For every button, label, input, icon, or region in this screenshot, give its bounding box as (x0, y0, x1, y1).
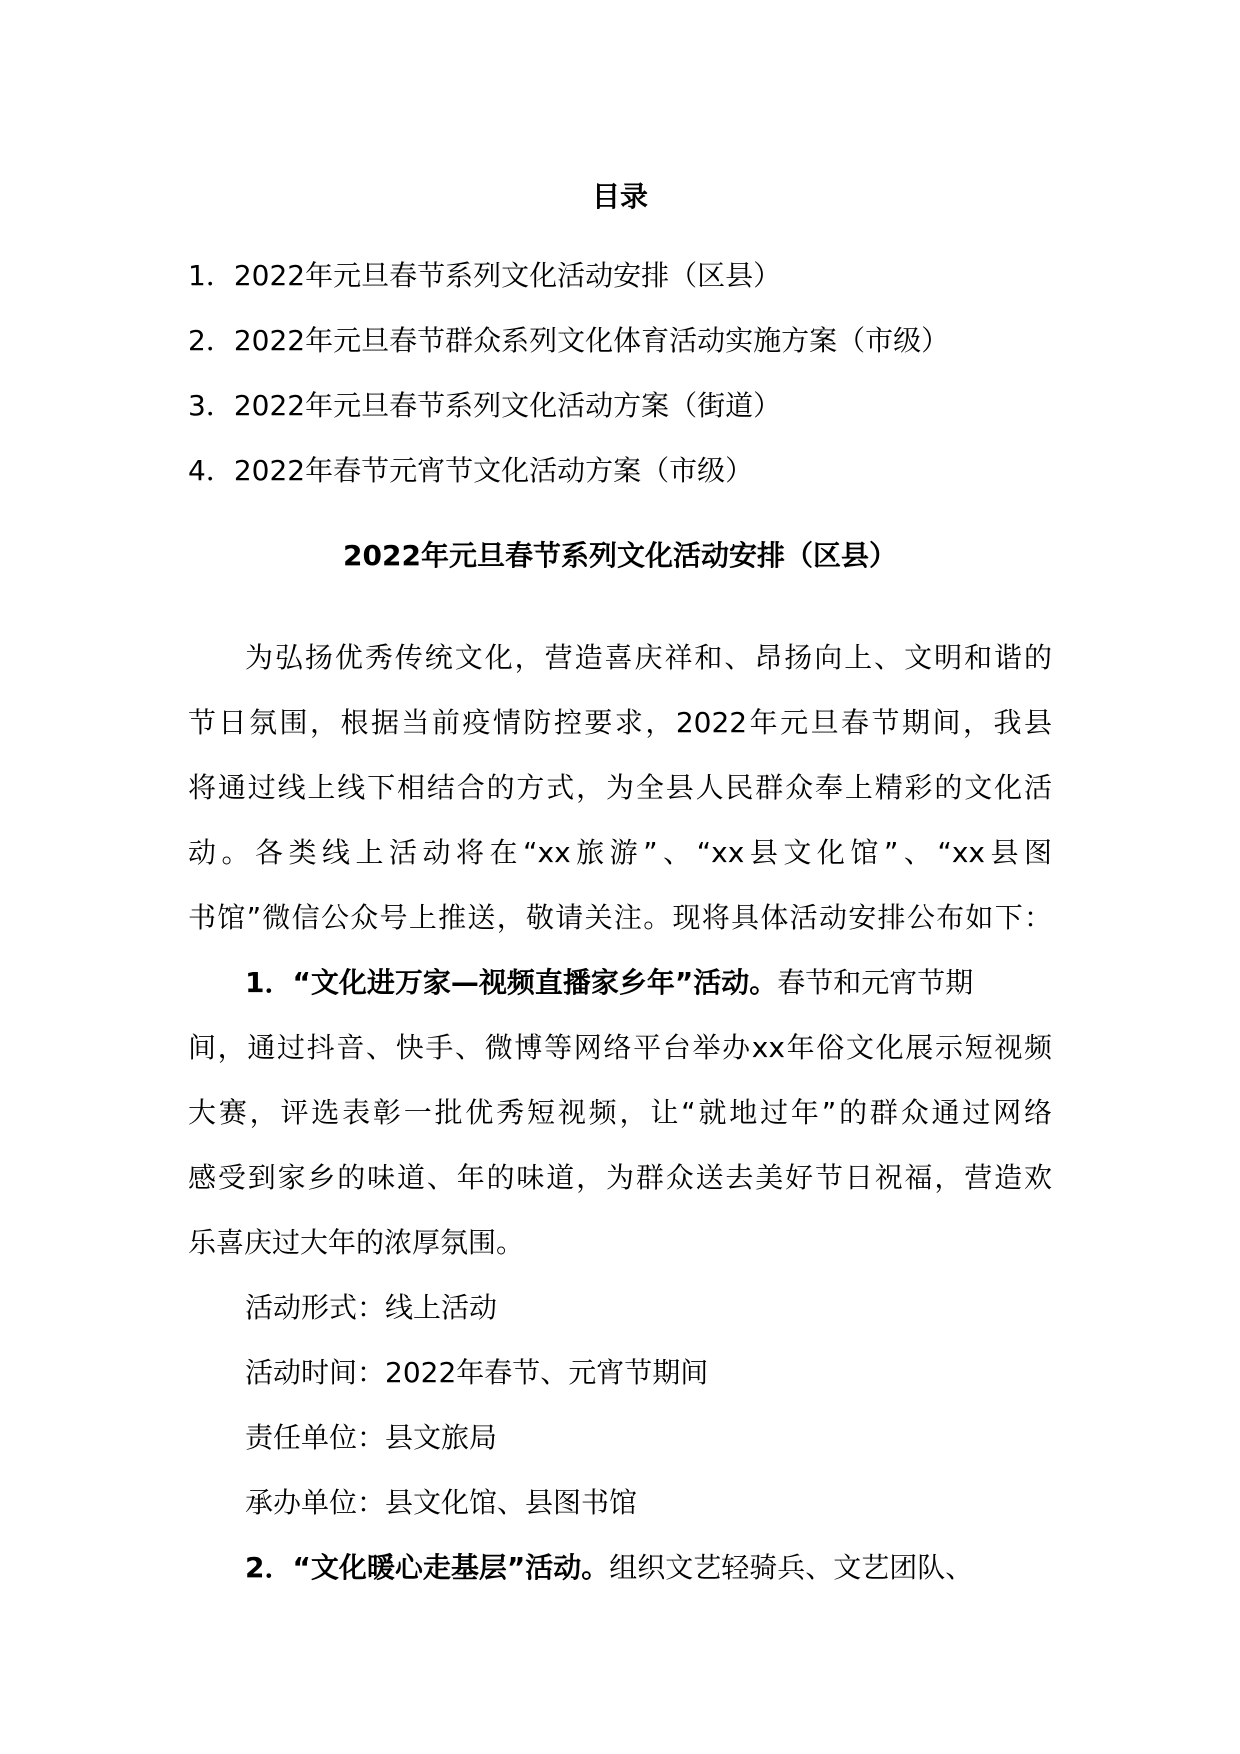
intro-line: 为弘扬优秀传统文化，营造喜庆祥和、昂扬向上、文明和谐的 (245, 641, 1052, 674)
toc-list (188, 243, 1088, 503)
document-body (188, 625, 1052, 1600)
item2-first-line (188, 1535, 1052, 1600)
item1-detail-responsible: 责任单位：县文旅局 (245, 1421, 498, 1454)
item2-first-line-text: 组织文艺轻骑兵、文艺团队、 (609, 1551, 974, 1584)
item1-detail-form: 活动形式：线上活动 (245, 1291, 498, 1324)
toc-item[interactable]: 4．2022年春节元宵节文化活动方案（市级） (188, 454, 754, 487)
item1-heading: 1．“文化进万家—视频直播家乡年”活动。 (245, 966, 778, 999)
item1-line: 感受到家乡的味道、年的味道，为群众送去美好节日祝福，营造欢 (188, 1161, 1052, 1194)
intro-line: 将通过线上线下相结合的方式，为全县人民群众奉上精彩的文化活 (188, 771, 1052, 804)
item1-detail-organizer: 承办单位：县文化馆、县图书馆 (245, 1486, 638, 1519)
document-title: 2022年元旦春节系列文化活动安排（区县） (343, 539, 897, 572)
toc-title: 目录 (591, 180, 648, 213)
item1-line: 乐喜庆过大年的浓厚氛围。 (188, 1226, 525, 1259)
item1-line: 大赛，评选表彰一批优秀短视频，让“就地过年”的群众通过网络 (188, 1096, 1052, 1129)
toc-item[interactable]: 1．2022年元旦春节系列文化活动安排（区县） (188, 259, 782, 292)
item1-line: 间，通过抖音、快手、微博等网络平台举办xx年俗文化展示短视频 (188, 1031, 1052, 1064)
toc-item[interactable]: 2．2022年元旦春节群众系列文化体育活动实施方案（市级） (188, 324, 950, 357)
item2-heading: 2．“文化暖心走基层”活动。 (245, 1551, 610, 1584)
intro-line: 书馆”微信公众号上推送，敬请关注。现将具体活动安排公布如下： (188, 901, 1052, 934)
item1-first-line (188, 950, 1052, 1015)
intro-line: 节日氛围，根据当前疫情防控要求，2022年元旦春节期间，我县 (188, 706, 1052, 739)
intro-line: 动。各类线上活动将在“xx旅游”、“xx县文化馆”、“xx县图 (188, 836, 1052, 869)
toc-item[interactable]: 3．2022年元旦春节系列文化活动方案（街道） (188, 389, 782, 422)
item1-first-line-text: 春节和元宵节期 (777, 966, 974, 999)
item1-detail-time: 活动时间：2022年春节、元宵节期间 (245, 1356, 709, 1389)
